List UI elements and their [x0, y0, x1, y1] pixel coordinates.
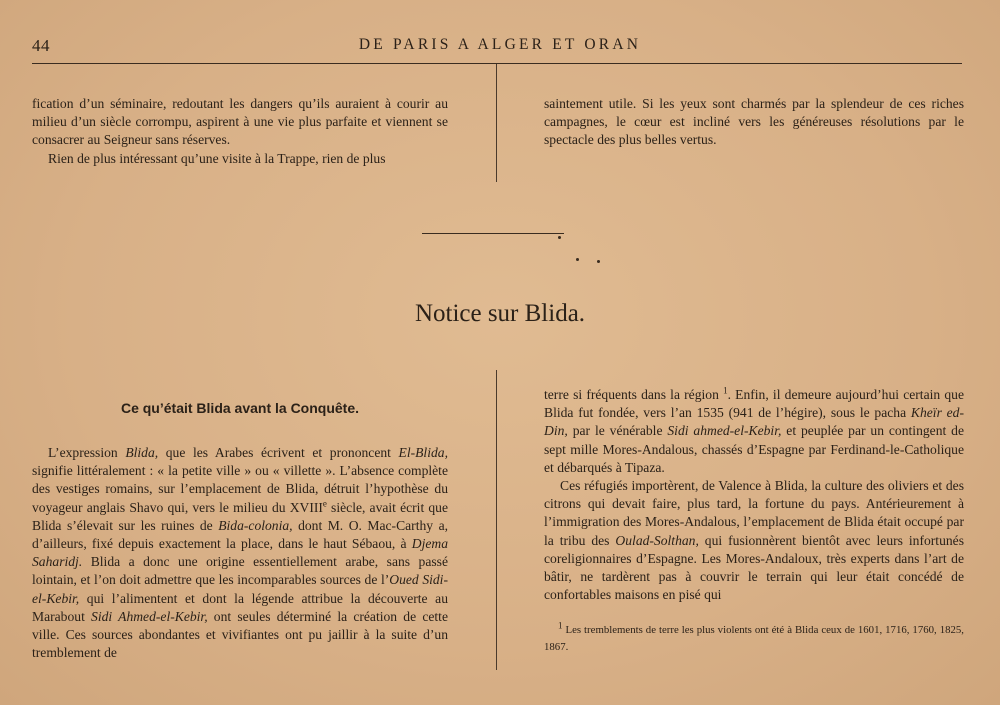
ornament-dot	[558, 236, 561, 239]
section-subheading: Ce qu’était Blida avant la Conquête.	[120, 400, 360, 416]
paragraph: terre si fréquents dans la région $^1$. Enfin, il demeure aujourd’hui certain que Blida fut fondée, vers l’an 1535 (941 de l’hégire), sous le pacha Kheïr ed-Din, par le vénérable Sidi ahmed-el-Kebir, et peuplée par un contingent de sept mille Mores-Andalous, chassés d’Espagne par Ferdinand-le-Catholique et débarqués à Tipaza.	[544, 385, 964, 475]
ornament-dot	[597, 260, 600, 263]
running-title: DE PARIS A ALGER ET ORAN	[358, 36, 642, 53]
footnote-marker: 1	[723, 385, 728, 396]
top-column-divider	[496, 64, 497, 182]
lower-left-column	[32, 444, 448, 662]
paragraph: Rien de plus intéressant qu’une visite à la Trappe, rien de plus	[48, 150, 386, 166]
paragraph: L’expression Blida, que les Arabes écrivent et prononcent El-Blida, signifie littéralement : « la petite ville » ou « villette ». L’absence complète des vestiges romains, sur l’emplacement de Blida, détruit l’hypothèse du voyageur anglais Shavo qui, vers le milieu du XVIIIe siècle, avait écrit que Blida s’élevait sur les ruines de Bida-colonia, dont M. O. Mac-Carthy a, d’ailleurs, fixé depuis exactement la place, dans le haut Sébaou, à Djema Saharidj. Blida a donc une origine essentiellement arabe, sans passé lointain, et l’on doit admettre que les incomparables sources de l’Oued Sidi-el-Kebir, qui l’alimentent et dont la légende attribue la découverte au Marabout Sidi Ahmed-el-Kebir, ont seules déterminé la création de cette ville. Ces sources abondantes et vivifiantes ont pu jaillir à la suite d’un tremblement de	[32, 445, 448, 661]
ornament-dot	[576, 258, 579, 261]
section-ornament-rule	[422, 233, 564, 234]
lower-right-column	[544, 386, 964, 604]
page-number: 44	[32, 36, 50, 55]
paragraph: fication d’un séminaire, redoutant les dangers qu’ils auraient à courir au milieu d’un siècle corrompu, aspirent à une vie plus parfaite et viennent se consacrer au Seigneur sans réserves.	[32, 96, 448, 148]
paragraph: Ces réfugiés importèrent, de Valence à Blida, la culture des oliviers et des citrons qui devait faire, plus tard, la fortune du pays. Antérieurement à l’immigration des Mores-Andalous, l’emplacement de Blida était occupé par la tribu des Oulad-Solthan, qui fusionnèrent bientôt avec leurs infortunés coreligionnaires d’Espagne. Les Mores-Andaloux, très experts dans l’art de bâtir, ne tardèrent pas à couvrir le terrain qui leur était concédé de confortables maisons en pisé qui	[544, 478, 964, 603]
footnote-marker: 1	[558, 620, 563, 631]
footnote: $^1$ Les tremblements de terre les plus violents ont été à Blida ceux de 1601, 1716, 1760, 1825, 1867.	[544, 620, 964, 653]
section-title: Notice sur Blida.	[414, 300, 586, 327]
top-right-column	[544, 95, 964, 150]
lower-column-divider	[496, 370, 497, 670]
header-rule	[32, 63, 962, 64]
paragraph: saintement utile. Si les yeux sont charmés par la splendeur de ces riches campagnes, le cœur est incliné vers les généreuses résolutions par le spectacle des plus belles vertus.	[544, 96, 964, 148]
top-left-column	[32, 95, 448, 168]
